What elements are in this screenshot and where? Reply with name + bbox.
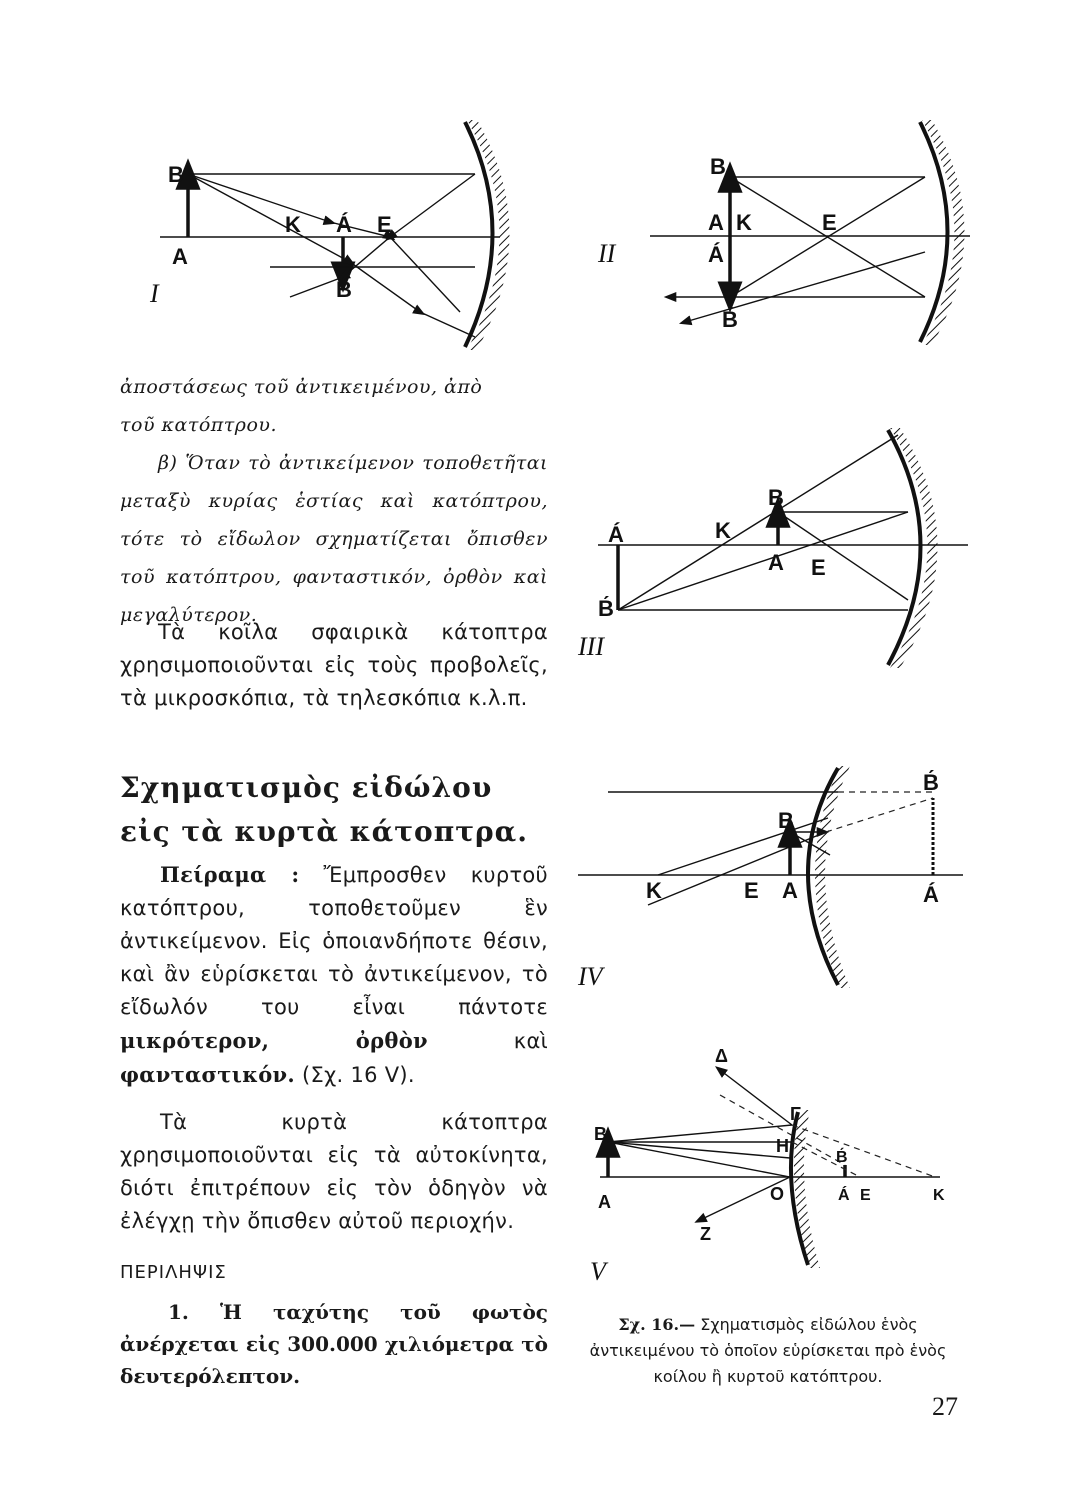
page-number: 27 bbox=[932, 1392, 958, 1421]
label-A-prime: Á bbox=[336, 212, 352, 237]
label-K: K bbox=[285, 212, 301, 237]
label-K: K bbox=[646, 878, 662, 903]
ray-3 bbox=[648, 832, 826, 905]
figure-numeral-II: II bbox=[598, 239, 616, 268]
figure-caption bbox=[568, 1312, 968, 1390]
ray-reflected-delta bbox=[720, 1070, 792, 1125]
paragraph-5: Τὰ κυρτὰ κάτοπτρα χρησιμοποιοῦνται εἰς τὰ αὐτοκίνητα, διότι ἐπιτρέπουν εἰς τὸν ὁδηγὸν νὰ ἐλέγχῃ τὴν ὄπισθεν αὐτοῦ περιοχήν. bbox=[120, 1110, 548, 1233]
label-B: B bbox=[168, 162, 184, 187]
label-O: O bbox=[770, 1184, 785, 1204]
label-B-prime: B́ bbox=[598, 596, 614, 621]
label-A: A bbox=[708, 210, 724, 235]
label-K: K bbox=[933, 1187, 945, 1204]
label-A: A bbox=[782, 878, 798, 903]
paragraph-3: Τὰ κοῖλα σφαιρικὰ κάτοπτρα χρησιμοποιοῦνται εἰς τοὺς προβολεῖς, τὰ μικροσκόπια, τὰ τηλεσκόπια κ.λ.π. bbox=[120, 620, 548, 710]
ray-2 bbox=[608, 1125, 792, 1142]
caption-text: Σχηματισμὸς εἰδώλου ἑνὸς ἀντικειμένου τὸ ὁποῖον εὑρίσκεται πρὸ ἑνὸς κοίλου ἢ κυρτοῦ κατόπτρου. bbox=[589, 1315, 947, 1386]
section-heading bbox=[120, 766, 548, 854]
paragraph-1 bbox=[120, 368, 548, 444]
label-A-prime: Á bbox=[708, 242, 724, 267]
extension-2 bbox=[826, 798, 933, 832]
experiment-bold-2: φανταστικόν. bbox=[120, 1062, 296, 1087]
label-B-prime: B́ bbox=[836, 1149, 848, 1166]
label-A-prime: Á bbox=[923, 882, 939, 907]
figure-numeral-I: I bbox=[150, 279, 159, 308]
label-A: A bbox=[598, 1192, 611, 1212]
experiment-ref: (Σχ. 16 V). bbox=[302, 1063, 415, 1087]
paragraph-1-line-1: ἀποστάσεως τοῦ ἀντικειμένου, ἀπὸ bbox=[120, 376, 483, 398]
extension-1 bbox=[792, 1125, 935, 1177]
label-E: E bbox=[860, 1187, 871, 1204]
ray-through-center bbox=[188, 174, 460, 312]
label-K: K bbox=[736, 210, 752, 235]
figure-numeral-V: V bbox=[590, 1257, 606, 1286]
figure-4 bbox=[568, 760, 978, 995]
label-A: A bbox=[172, 244, 188, 269]
label-A-prime: Á bbox=[838, 1187, 850, 1204]
label-B: B bbox=[594, 1124, 607, 1144]
label-K: K bbox=[715, 518, 731, 543]
experiment-text: Ἔμπροσθεν κυρτοῦ κατόπτρου, τοποθετοῦμεν ἓν ἀντικείμενον. Εἰς ὁποιανδήποτε θέσιν, καὶ ἂν εὑρίσκεται τὸ ἀντικείμενον, τὸ εἴδωλόν του εἶναι πάντοτε bbox=[120, 863, 548, 1019]
label-A: A bbox=[768, 550, 784, 575]
mirror-hatching bbox=[467, 120, 510, 350]
figure-1 bbox=[140, 112, 560, 362]
section-heading-line-1: Σχηματισμὸς εἰδώλου bbox=[120, 771, 493, 804]
summary-item-1: 1. Ἡ ταχύτης τοῦ φωτὸς ἀνέρχεται εἰς 300.000 χιλιόμετρα τὸ δευτερόλεπτον. bbox=[120, 1300, 548, 1388]
label-H: H bbox=[776, 1136, 789, 1156]
label-B-prime: B́ bbox=[336, 277, 352, 302]
experiment-bold: μικρότερον, ὀρθὸν bbox=[120, 1028, 428, 1053]
paragraph-2: β) Ὅταν τὸ ἀντικείμενον τοποθετῆται μεταξὺ κυρίας ἑστίας καὶ κατόπτρου, τότε τὸ εἴδωλον σχηματίζεται ὄπισθεν τοῦ κατόπτρου, φανταστικόν, ὀρθὸν καὶ μεγαλύτερον. bbox=[120, 452, 548, 626]
figure-3 bbox=[568, 420, 978, 670]
label-A-prime: Á bbox=[608, 522, 624, 547]
label-B: B bbox=[710, 154, 726, 179]
figure-5 bbox=[580, 1040, 970, 1290]
label-Gamma: Γ bbox=[790, 1104, 801, 1124]
label-B: B bbox=[778, 808, 794, 833]
paragraph-1-line-2: τοῦ κατόπτρου. bbox=[120, 414, 277, 436]
figure-numeral-III: III bbox=[578, 632, 604, 661]
ray-through-focus bbox=[188, 174, 475, 337]
ray-3 bbox=[618, 435, 898, 610]
summary-label: ΠΕΡΙΛΗΨΙΣ bbox=[120, 1262, 227, 1283]
figure-numeral-IV: IV bbox=[578, 962, 603, 991]
section-heading-line-2: εἰς τὰ κυρτὰ κάτοπτρα. bbox=[120, 815, 528, 848]
label-Delta: Δ bbox=[715, 1046, 728, 1066]
experiment-and: καὶ bbox=[513, 1029, 548, 1053]
label-E: E bbox=[822, 210, 837, 235]
label-B-prime: B́ bbox=[923, 770, 939, 795]
ray-4 bbox=[608, 1142, 790, 1177]
mirror-hatching bbox=[922, 120, 965, 345]
figure-2 bbox=[590, 112, 980, 352]
label-Z: Z bbox=[700, 1224, 711, 1244]
label-E: E bbox=[811, 555, 826, 580]
ray-2 bbox=[618, 512, 908, 610]
label-E: E bbox=[377, 212, 392, 237]
label-B-prime: B́ bbox=[722, 307, 738, 332]
ray-4 bbox=[778, 512, 908, 600]
experiment-label: Πείραμα : bbox=[160, 862, 300, 887]
ray-3 bbox=[608, 1142, 790, 1158]
mirror-hatching bbox=[890, 428, 938, 668]
label-B: B bbox=[768, 485, 784, 510]
caption-label: Σχ. 16.— bbox=[618, 1315, 696, 1334]
mirror-hatching bbox=[815, 766, 850, 988]
paragraph-experiment bbox=[120, 858, 548, 1092]
label-E: E bbox=[744, 878, 759, 903]
